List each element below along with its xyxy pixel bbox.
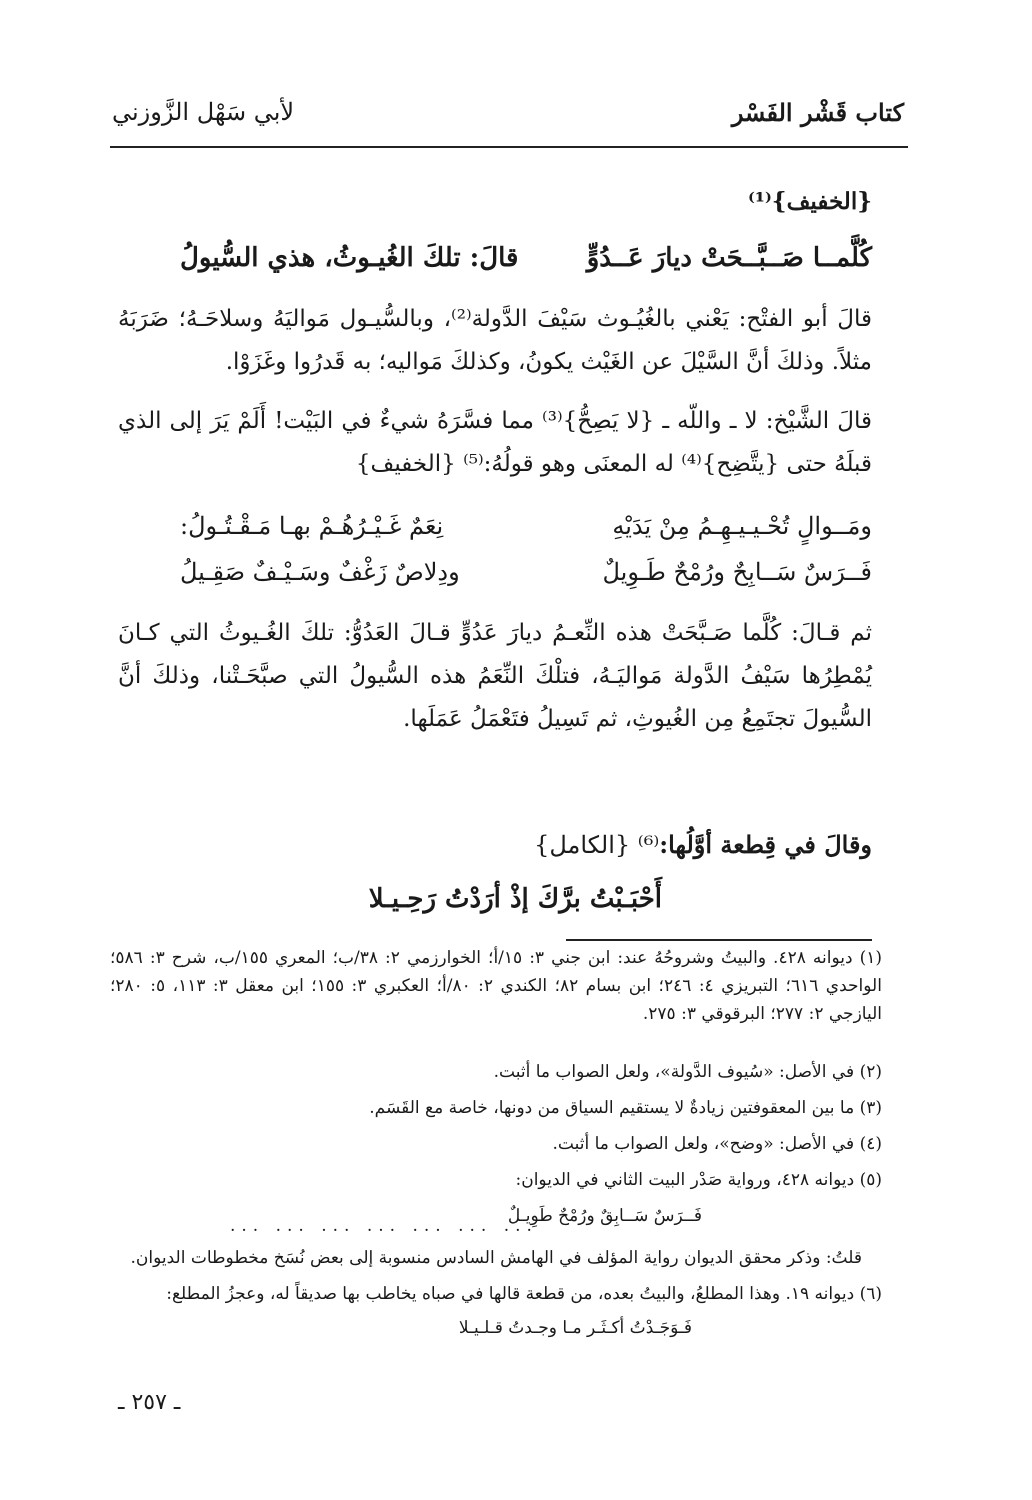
section-intro-text: وقالَ في قِطعة أوَّلُها: [659,830,872,859]
verse-hemistich-first: كُلَّمــا صَــبَّــحَتْ ديارَ عَــدُوٍّ [586,243,872,273]
running-header-title: كتاب قَشْر الفَسْر [731,98,904,127]
verse-hemistich-second: ودِلاصٌ زَغْفٌ وسَـيْـفٌ صَقِـيلُ [180,558,460,586]
section-intro-meter: ⁽⁶⁾ {الكامل} [534,831,660,859]
meter-label: {الخفيف}⁽¹⁾ [748,188,872,215]
footnote: (٤) في الأصل: «وضح»، ولعل الصواب ما أثبت. [552,1134,882,1154]
commentary-paragraph: ثم قـالَ: كُلَّما صَـبَّحَتْ هذه النِّعـمُ ديارَ عَدُوٍّ قـالَ العَدُوُّ: تلكَ الغُـيوثُ التي كـانَ يُمْطِرُها سَيْفُ الدَّولة مَواليَـهُ، فتلْكَ النِّعَمُ هذه السُّيولُ التي صبَّحَـتْنا، وذلكَ أنَّ السُّيولَ تجتَمِعُ مِن الغُيوثِ، ثم تَسِيلُ فتَعْمَلُ عَمَلَها. [118,620,872,732]
footnote-verse: فَــرَسٌ سَــابِقٌ ورُمْحٌ طَوِيـلٌ [507,1206,702,1226]
section-intro [534,830,872,859]
footnote-note: قلتُ: وذكر محقق الديوان رواية المؤلف في الهامش السادس منسوبة إلى بعض نُسَخ مخطوطات الديوان. [130,1248,862,1268]
verse-hemistich-second: نِعَمٌ غَـيْـرُهُـمْ بهـا مَـقْـتُـولُ: [180,512,444,540]
footnote: (٦) ديوانه ١٩. وهذا المطلعُ، والبيتُ بعده، من قطعة قالها في صباه يخاطب بها صديقاً له، وعجزُ المطلع: [166,1284,882,1304]
verse-hemistich-second: قالَ: تلكَ الغُيـوثُ، هذي السُّيولُ [180,243,519,273]
verse-hemistich-first: فَــرَسٌ سَــابِحٌ ورُمْحٌ طَـوِيلٌ [602,558,872,586]
verse-hemistich-first: ومَــوالٍ تُحْـيـيـهِـمُ مِنْ يَدَيْهِ [612,512,872,540]
footnote-verse: فَـوَجَـدْتُ أكـثَـر مـا وجـدتُ قـلـيـلا [458,1318,692,1338]
footnote-rule [566,939,872,941]
running-header-author: لأبي سَهْل الزَّوزني [112,98,295,126]
verse-line [180,243,872,283]
footnote: (٥) ديوانه ٤٢٨، ورواية صَدْر البيت الثاني في الديوان: [515,1170,882,1190]
verse-line [180,512,872,552]
verse-line [180,558,872,598]
commentary-paragraph: قالَ أبو الفتْح: يَعْني بالغُيُـوث سَيْفَ الدَّولة⁽²⁾، وبالسُّيـول مَواليَهُ وسلاحَـهُ؛ ضَرَبَهُ مثلاً. وذلكَ أنَّ السَّيْلَ عن الغَيْث يكونُ، وكذلكَ مَواليه؛ به قَدرُوا وغَزَوْا. [118,306,872,375]
footnote: (١) ديوانه ٤٢٨. والبيتُ وشروحُهُ عند: ابن جني ٣: ١٥/أ؛ الخوارزمي ٢: ٣٨/ب؛ المعري ١٥٥/ب، شرح ٣: ٥٨٦؛ الواحدي ٦١٦؛ التبريزي ٤: ٢٤٦؛ ابن بسام ٨٢؛ الكندي ٢: ٨٠/أ؛ العكبري ٣: ١٥٥؛ ابن معقل ٣: ١١٣، ٥: ٢٨٠؛ اليازجي ٢: ٢٧٧؛ البرقوقي ٣: ٢٧٥. [110,948,882,1024]
footnote: (٣) ما بين المعقوفتين زيادةٌ لا يستقيم السياق من دونها، خاصة مع القَسَم. [369,1098,882,1118]
page-number: ـ ٢٥٧ ـ [118,1390,181,1415]
verse-opening: أَحْبَـبْتُ برَّكَ إذْ أرَدْتُ رَحِـيـلا [368,884,662,914]
commentary-paragraph: قالَ الشَّيْخ: لا ـ واللّه ـ {لا يَصِحُّ}⁽³⁾ مما فسَّرَهُ شيءٌ في البَيْت! أَلَمْ يَرَ إلى الذي قبلَهُ حتى {يتَّضِح}⁽⁴⁾ له المعنَى وهو قولُهُ:⁽⁵⁾ {الخفيف} [118,408,872,477]
footnote: (٢) في الأصل: «سُيوف الدَّولة»، ولعل الصواب ما أثبت. [493,1062,882,1082]
header-rule [110,146,908,148]
footnote-ellipsis: ... ... ... ... ... ... ... [230,1216,538,1236]
